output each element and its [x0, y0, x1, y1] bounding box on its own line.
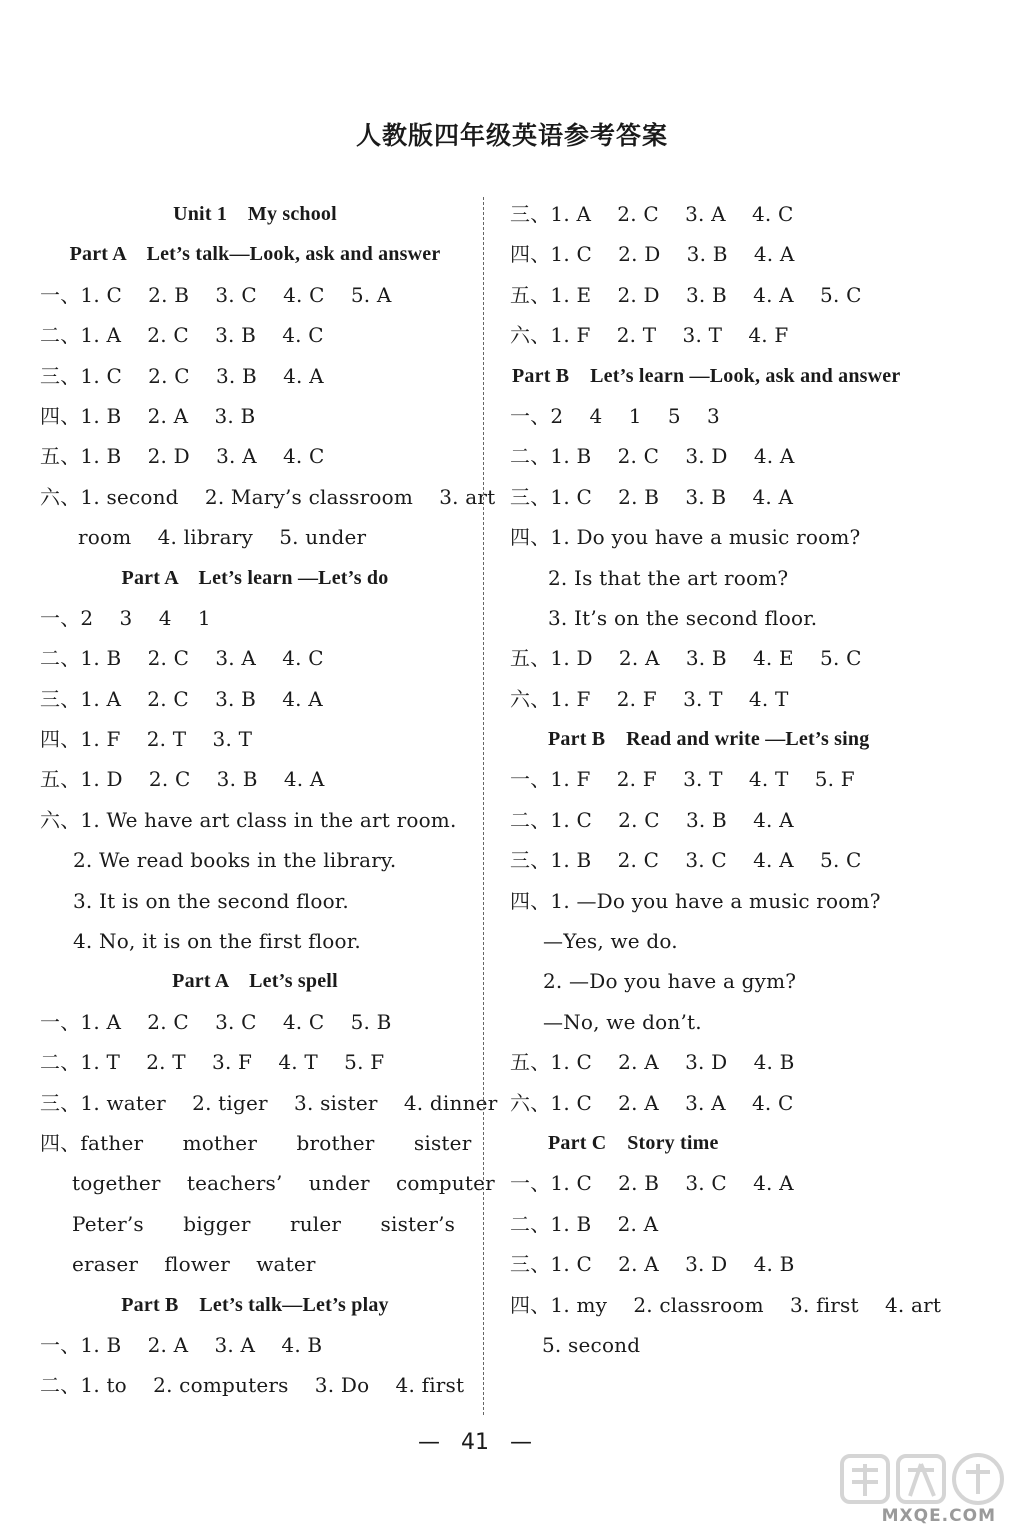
answer-continuation: 2. We read books in the library.: [73, 848, 397, 873]
right-answer-column: [510, 194, 980, 1365]
answer-continuation: together teachers’ under computer: [72, 1171, 495, 1196]
answer-line: 二、1. B 2. C 3. A 4. C: [40, 646, 324, 671]
column-divider: [483, 197, 484, 1415]
answer-continuation: Peter’s bigger ruler sister’s: [72, 1211, 456, 1236]
answer-continuation: 3. It is on the second floor.: [73, 888, 349, 913]
page-number: — 41 —: [418, 1430, 532, 1455]
answer-line: 三、1. C 2. C 3. B 4. A: [40, 363, 324, 388]
section-heading: Part B Let’s talk—Let’s play: [121, 1293, 389, 1316]
section-heading: Unit 1 My school: [173, 203, 337, 225]
answer-line: 一、1. F 2. F 3. T 4. T 5. F: [510, 767, 855, 792]
answer-continuation: 2. Is that the art room?: [548, 565, 789, 590]
answer-line: 五、1. D 2. A 3. B 4. E 5. C: [510, 646, 862, 671]
answer-line: 二、1. A 2. C 3. B 4. C: [40, 323, 324, 348]
answer-continuation: eraser flower water: [72, 1252, 316, 1277]
answer-continuation: room 4. library 5. under: [78, 525, 367, 550]
answer-line: 一、2 3 4 1: [40, 605, 211, 630]
answer-continuation: 3. It’s on the second floor.: [548, 605, 818, 630]
answer-line: 一、1. A 2. C 3. C 4. C 5. B: [40, 1009, 392, 1034]
answer-line: 六、1. F 2. T 3. T 4. F: [510, 323, 789, 348]
answer-line: 三、1. C 2. A 3. D 4. B: [510, 1252, 795, 1277]
section-heading: Part B Read and write —Let’s sing: [548, 728, 870, 751]
section-heading: Part A Let’s spell: [172, 970, 338, 993]
answer-line: 六、1. C 2. A 3. A 4. C: [510, 1090, 794, 1115]
answer-line: 三、1. B 2. C 3. C 4. A 5. C: [510, 848, 862, 873]
watermark-text: MXQE.COM: [881, 1506, 996, 1526]
answer-continuation: 4. No, it is on the first floor.: [73, 929, 361, 954]
answer-line: 四、father mother brother sister: [40, 1130, 472, 1155]
answer-line: 二、1. B 2. C 3. D 4. A: [510, 444, 795, 469]
answer-line: 四、1. B 2. A 3. B: [40, 403, 256, 428]
answer-line: 三、1. A 2. C 3. A 4. C: [510, 202, 794, 226]
answer-continuation: —Yes, we do.: [543, 929, 678, 954]
answer-line: 四、1. C 2. D 3. B 4. A: [510, 242, 795, 267]
answer-line: 五、1. B 2. D 3. A 4. C: [40, 444, 325, 469]
section-heading: Part B Let’s learn —Look, ask and answer: [512, 364, 901, 387]
section-heading: Part C Story time: [548, 1131, 719, 1154]
answer-line: 五、1. E 2. D 3. B 4. A 5. C: [510, 282, 862, 307]
answer-continuation: —No, we don’t.: [543, 1009, 702, 1034]
answer-line: 四、1. —Do you have a music room?: [510, 888, 881, 913]
answer-line: 一、1. C 2. B 3. C 4. A: [510, 1171, 794, 1196]
answer-line: 一、2 4 1 5 3: [510, 403, 720, 428]
answer-line: 三、1. water 2. tiger 3. sister 4. dinner: [40, 1090, 498, 1115]
answer-line: 四、1. my 2. classroom 3. first 4. art: [510, 1292, 942, 1317]
section-heading: Part A Let’s learn —Let’s do: [121, 566, 389, 589]
answer-line: 三、1. A 2. C 3. B 4. A: [40, 686, 323, 711]
left-answer-column: [40, 194, 498, 1406]
answer-continuation: 5. second: [542, 1332, 641, 1357]
answer-line: 五、1. C 2. A 3. D 4. B: [510, 1050, 795, 1075]
answer-line: 一、1. B 2. A 3. A 4. B: [40, 1332, 323, 1357]
answer-line: 二、1. B 2. A: [510, 1211, 659, 1236]
answer-line: 二、1. T 2. T 3. F 4. T 5. F: [40, 1050, 385, 1075]
page-title: 人教版四年级英语参考答案: [355, 121, 668, 150]
answer-line: 一、1. C 2. B 3. C 4. C 5. A: [40, 282, 392, 307]
answer-line: 六、1. second 2. Mary’s classroom 3. art: [40, 484, 496, 509]
answer-line: 五、1. D 2. C 3. B 4. A: [40, 767, 325, 792]
answer-continuation: 2. —Do you have a gym?: [543, 969, 797, 994]
answer-line: 六、1. F 2. F 3. T 4. T: [510, 686, 789, 711]
answer-line: 四、1. F 2. T 3. T: [40, 727, 253, 752]
answer-line: 二、1. to 2. computers 3. Do 4. first: [40, 1373, 465, 1398]
section-heading: Part A Let’s talk—Look, ask and answer: [69, 243, 441, 266]
answer-line: 二、1. C 2. C 3. B 4. A: [510, 807, 794, 832]
answer-line: 三、1. C 2. B 3. B 4. A: [510, 484, 794, 509]
answer-line: 四、1. Do you have a music room?: [510, 525, 861, 550]
answer-line: 六、1. We have art class in the art room.: [40, 807, 457, 832]
